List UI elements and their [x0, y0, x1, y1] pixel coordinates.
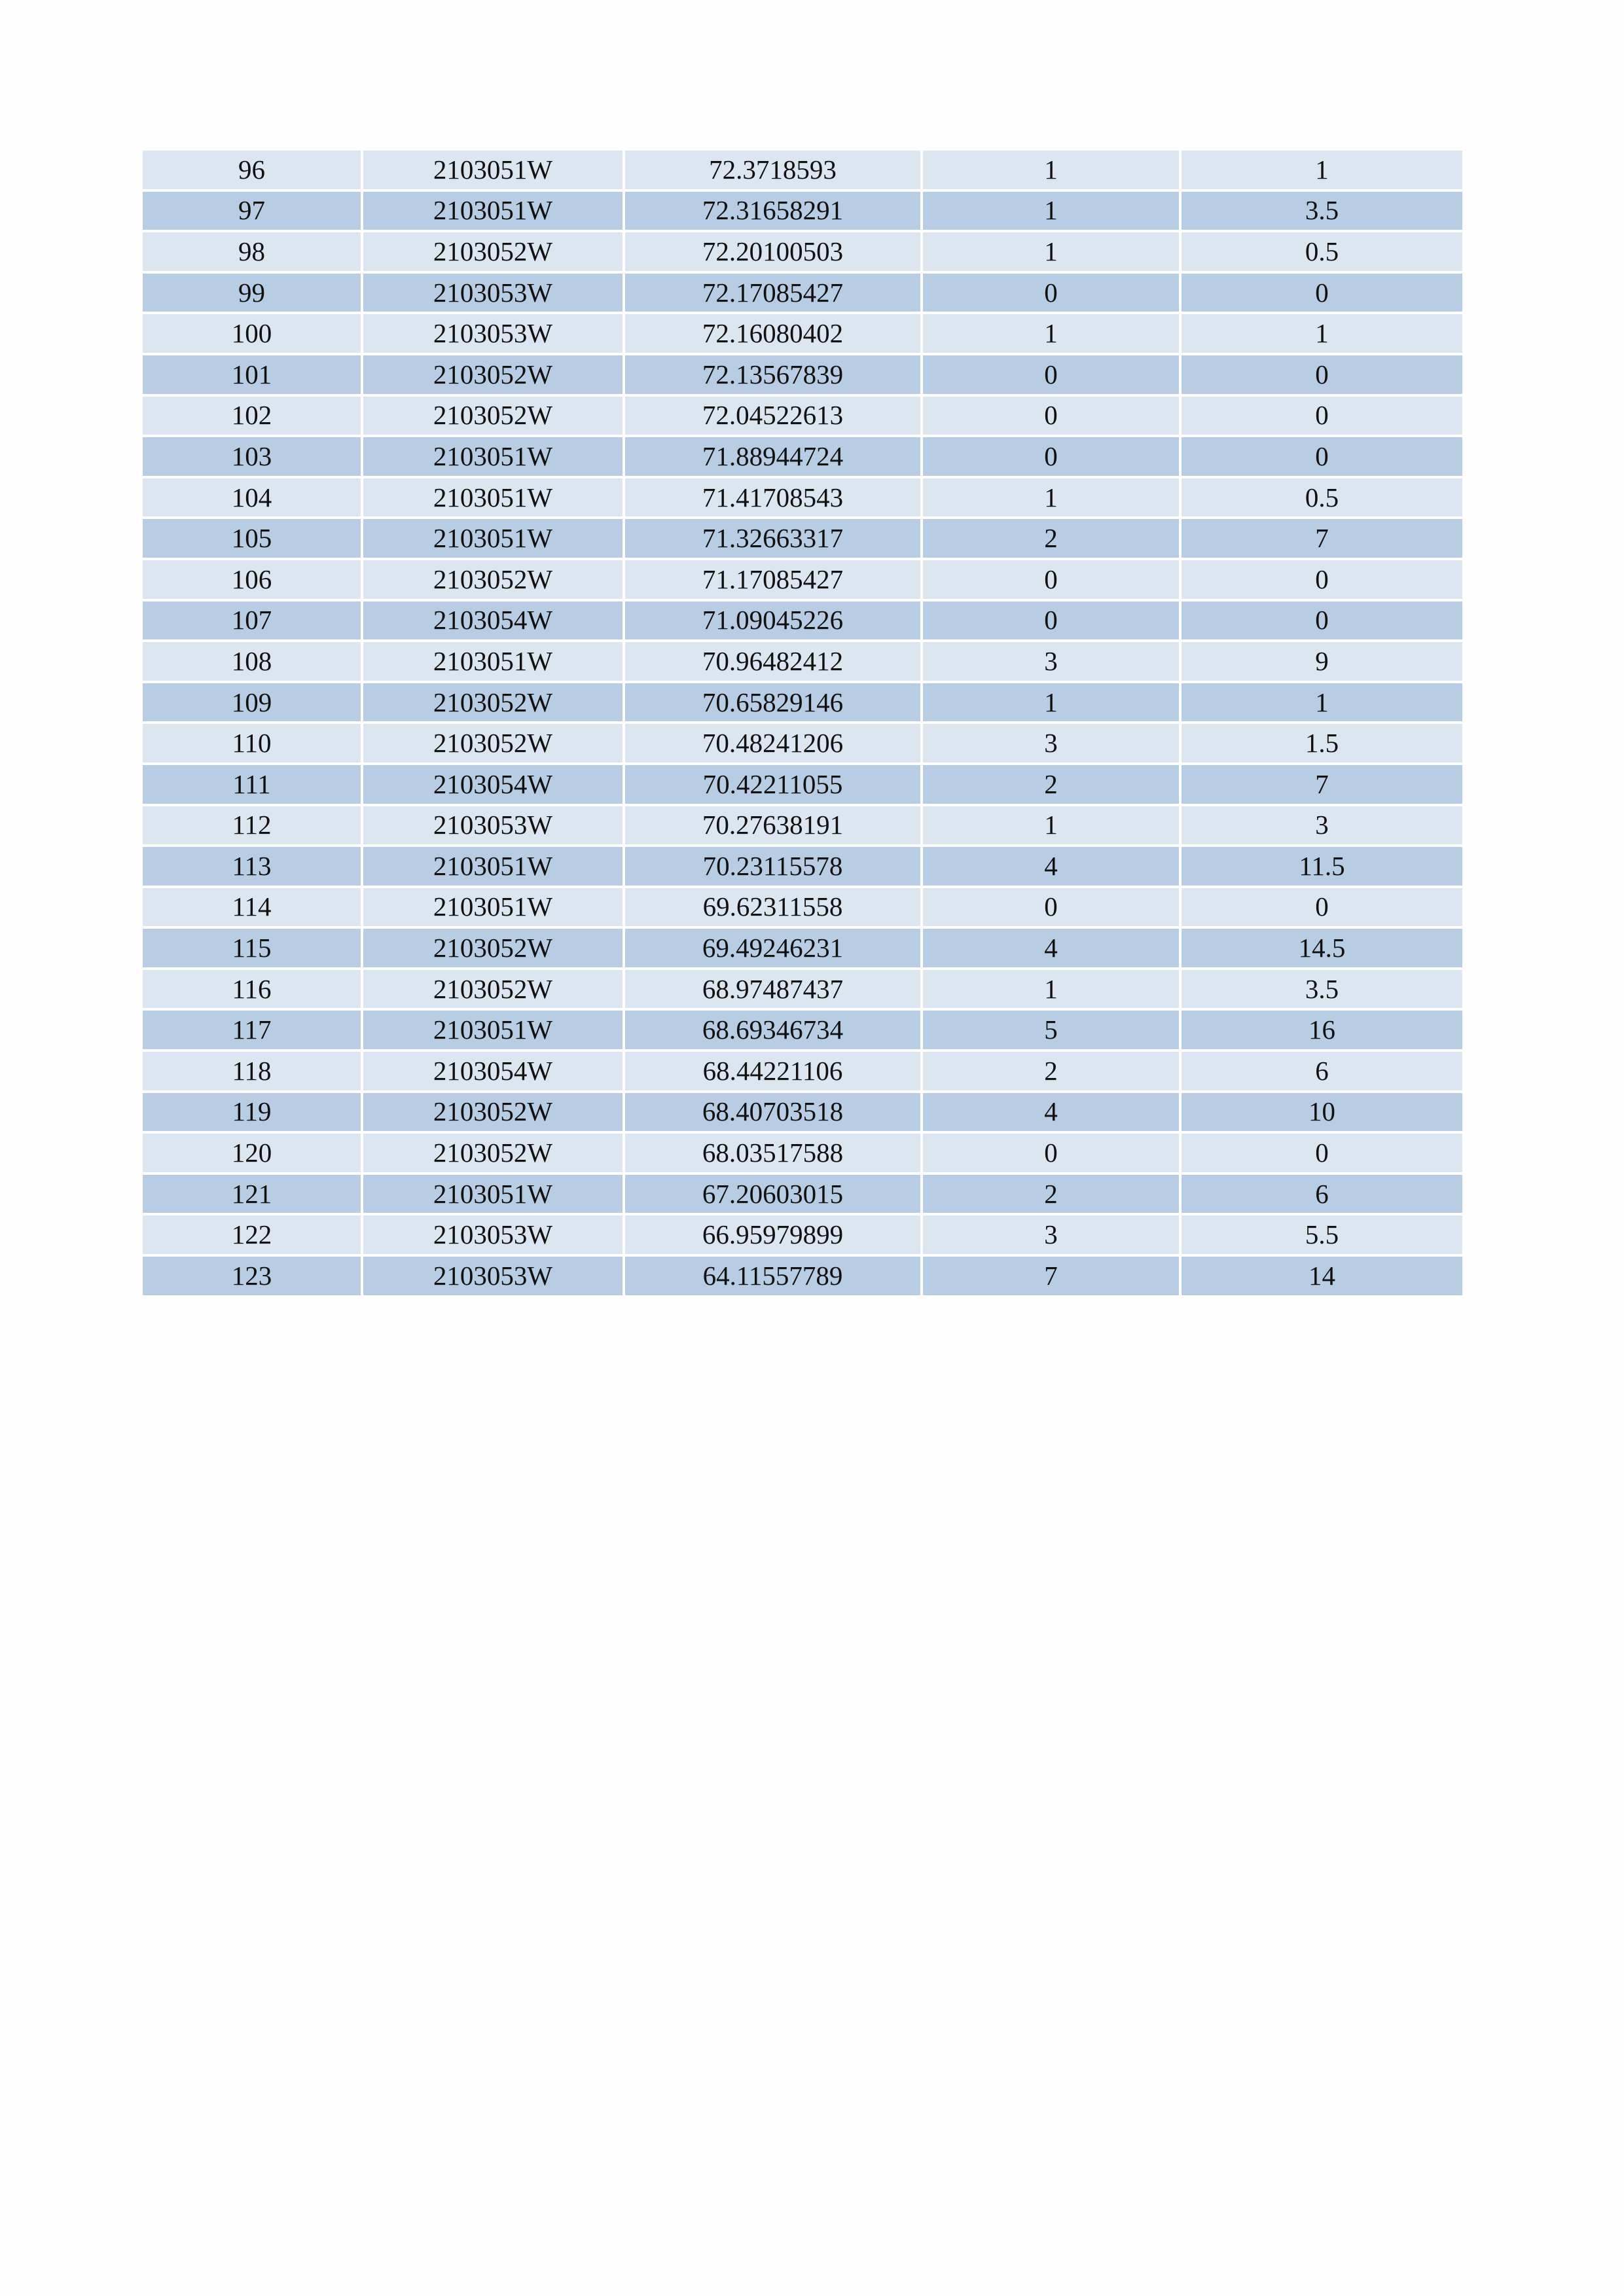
table-row	[141, 1255, 1464, 1297]
value-cell: 3.5	[1180, 969, 1464, 1010]
table-body	[141, 149, 1464, 1297]
table-row	[141, 477, 1464, 518]
count-cell: 1	[922, 805, 1180, 846]
table-row	[141, 969, 1464, 1010]
count-cell: 0	[922, 1132, 1180, 1174]
code-cell: 2103051W	[362, 641, 624, 682]
table-row	[141, 518, 1464, 559]
code-cell: 2103052W	[362, 1132, 624, 1174]
count-cell: 5	[922, 1009, 1180, 1050]
code-cell: 2103051W	[362, 1174, 624, 1215]
row-number-cell: 97	[141, 190, 362, 232]
value-cell: 0	[1180, 559, 1464, 600]
row-number-cell: 105	[141, 518, 362, 559]
score-cell: 70.27638191	[624, 805, 922, 846]
score-cell: 64.11557789	[624, 1255, 922, 1297]
table-row	[141, 354, 1464, 395]
count-cell: 0	[922, 600, 1180, 641]
row-number-cell: 112	[141, 805, 362, 846]
count-cell: 2	[922, 518, 1180, 559]
count-cell: 3	[922, 1214, 1180, 1255]
table-row	[141, 272, 1464, 314]
count-cell: 1	[922, 231, 1180, 272]
row-number-cell: 102	[141, 395, 362, 437]
count-cell: 4	[922, 1092, 1180, 1133]
count-cell: 0	[922, 887, 1180, 928]
table-row	[141, 1092, 1464, 1133]
code-cell: 2103052W	[362, 927, 624, 969]
row-number-cell: 117	[141, 1009, 362, 1050]
code-cell: 2103052W	[362, 395, 624, 437]
table-row	[141, 313, 1464, 354]
table-row	[141, 395, 1464, 437]
code-cell: 2103051W	[362, 887, 624, 928]
value-cell: 1	[1180, 682, 1464, 723]
value-cell: 0	[1180, 272, 1464, 314]
table-row	[141, 559, 1464, 600]
code-cell: 2103054W	[362, 764, 624, 805]
row-number-cell: 109	[141, 682, 362, 723]
table-row	[141, 149, 1464, 190]
row-number-cell: 107	[141, 600, 362, 641]
count-cell: 1	[922, 969, 1180, 1010]
value-cell: 3	[1180, 805, 1464, 846]
score-cell: 68.69346734	[624, 1009, 922, 1050]
score-cell: 70.42211055	[624, 764, 922, 805]
value-cell: 0.5	[1180, 477, 1464, 518]
value-cell: 0	[1180, 395, 1464, 437]
table-row	[141, 1050, 1464, 1092]
value-cell: 1.5	[1180, 723, 1464, 764]
score-cell: 68.97487437	[624, 969, 922, 1010]
count-cell: 1	[922, 190, 1180, 232]
code-cell: 2103053W	[362, 805, 624, 846]
value-cell: 6	[1180, 1174, 1464, 1215]
value-cell: 14	[1180, 1255, 1464, 1297]
row-number-cell: 114	[141, 887, 362, 928]
score-cell: 71.17085427	[624, 559, 922, 600]
value-cell: 10	[1180, 1092, 1464, 1133]
score-cell: 70.48241206	[624, 723, 922, 764]
score-cell: 71.32663317	[624, 518, 922, 559]
count-cell: 0	[922, 395, 1180, 437]
table-row	[141, 231, 1464, 272]
row-number-cell: 99	[141, 272, 362, 314]
score-cell: 71.41708543	[624, 477, 922, 518]
table-row	[141, 887, 1464, 928]
code-cell: 2103053W	[362, 313, 624, 354]
code-cell: 2103053W	[362, 1214, 624, 1255]
row-number-cell: 96	[141, 149, 362, 190]
score-cell: 71.88944724	[624, 436, 922, 477]
table-row	[141, 436, 1464, 477]
score-cell: 69.49246231	[624, 927, 922, 969]
code-cell: 2103051W	[362, 436, 624, 477]
count-cell: 0	[922, 559, 1180, 600]
value-cell: 1	[1180, 313, 1464, 354]
count-cell: 0	[922, 272, 1180, 314]
value-cell: 0	[1180, 354, 1464, 395]
code-cell: 2103053W	[362, 272, 624, 314]
code-cell: 2103052W	[362, 682, 624, 723]
count-cell: 3	[922, 723, 1180, 764]
code-cell: 2103052W	[362, 1092, 624, 1133]
value-cell: 5.5	[1180, 1214, 1464, 1255]
table-row	[141, 1214, 1464, 1255]
value-cell: 0	[1180, 887, 1464, 928]
code-cell: 2103052W	[362, 354, 624, 395]
value-cell: 7	[1180, 518, 1464, 559]
row-number-cell: 116	[141, 969, 362, 1010]
count-cell: 4	[922, 846, 1180, 887]
row-number-cell: 121	[141, 1174, 362, 1215]
table-row	[141, 682, 1464, 723]
score-cell: 72.31658291	[624, 190, 922, 232]
value-cell: 11.5	[1180, 846, 1464, 887]
code-cell: 2103051W	[362, 846, 624, 887]
score-cell: 72.20100503	[624, 231, 922, 272]
code-cell: 2103053W	[362, 1255, 624, 1297]
value-cell: 6	[1180, 1050, 1464, 1092]
row-number-cell: 122	[141, 1214, 362, 1255]
data-table	[140, 148, 1465, 1298]
row-number-cell: 104	[141, 477, 362, 518]
count-cell: 1	[922, 682, 1180, 723]
table-row	[141, 1132, 1464, 1174]
row-number-cell: 119	[141, 1092, 362, 1133]
code-cell: 2103051W	[362, 518, 624, 559]
value-cell: 9	[1180, 641, 1464, 682]
row-number-cell: 113	[141, 846, 362, 887]
table-row	[141, 1174, 1464, 1215]
score-cell: 68.40703518	[624, 1092, 922, 1133]
table-row	[141, 1009, 1464, 1050]
score-cell: 70.96482412	[624, 641, 922, 682]
score-cell: 69.62311558	[624, 887, 922, 928]
row-number-cell: 98	[141, 231, 362, 272]
code-cell: 2103052W	[362, 723, 624, 764]
table-row	[141, 764, 1464, 805]
code-cell: 2103052W	[362, 969, 624, 1010]
score-cell: 72.13567839	[624, 354, 922, 395]
code-cell: 2103051W	[362, 1009, 624, 1050]
value-cell: 14.5	[1180, 927, 1464, 969]
table-row	[141, 190, 1464, 232]
code-cell: 2103051W	[362, 149, 624, 190]
score-cell: 72.04522613	[624, 395, 922, 437]
count-cell: 0	[922, 354, 1180, 395]
count-cell: 0	[922, 436, 1180, 477]
score-cell: 70.65829146	[624, 682, 922, 723]
row-number-cell: 103	[141, 436, 362, 477]
code-cell: 2103054W	[362, 1050, 624, 1092]
score-cell: 72.17085427	[624, 272, 922, 314]
score-cell: 72.16080402	[624, 313, 922, 354]
count-cell: 7	[922, 1255, 1180, 1297]
score-cell: 68.03517588	[624, 1132, 922, 1174]
count-cell: 1	[922, 313, 1180, 354]
score-cell: 67.20603015	[624, 1174, 922, 1215]
row-number-cell: 123	[141, 1255, 362, 1297]
code-cell: 2103051W	[362, 190, 624, 232]
code-cell: 2103052W	[362, 559, 624, 600]
row-number-cell: 100	[141, 313, 362, 354]
score-cell: 70.23115578	[624, 846, 922, 887]
count-cell: 4	[922, 927, 1180, 969]
value-cell: 0.5	[1180, 231, 1464, 272]
count-cell: 3	[922, 641, 1180, 682]
row-number-cell: 110	[141, 723, 362, 764]
row-number-cell: 118	[141, 1050, 362, 1092]
value-cell: 7	[1180, 764, 1464, 805]
table-row	[141, 641, 1464, 682]
row-number-cell: 106	[141, 559, 362, 600]
code-cell: 2103054W	[362, 600, 624, 641]
row-number-cell: 101	[141, 354, 362, 395]
table-row	[141, 846, 1464, 887]
value-cell: 0	[1180, 1132, 1464, 1174]
score-cell: 68.44221106	[624, 1050, 922, 1092]
row-number-cell: 111	[141, 764, 362, 805]
count-cell: 1	[922, 149, 1180, 190]
count-cell: 2	[922, 1050, 1180, 1092]
row-number-cell: 108	[141, 641, 362, 682]
count-cell: 1	[922, 477, 1180, 518]
count-cell: 2	[922, 1174, 1180, 1215]
code-cell: 2103051W	[362, 477, 624, 518]
row-number-cell: 120	[141, 1132, 362, 1174]
row-number-cell: 115	[141, 927, 362, 969]
score-cell: 66.95979899	[624, 1214, 922, 1255]
table-row	[141, 927, 1464, 969]
value-cell: 0	[1180, 436, 1464, 477]
value-cell: 3.5	[1180, 190, 1464, 232]
value-cell: 16	[1180, 1009, 1464, 1050]
table-row	[141, 805, 1464, 846]
value-cell: 1	[1180, 149, 1464, 190]
score-cell: 72.3718593	[624, 149, 922, 190]
table-row	[141, 600, 1464, 641]
value-cell: 0	[1180, 600, 1464, 641]
count-cell: 2	[922, 764, 1180, 805]
code-cell: 2103052W	[362, 231, 624, 272]
table-row	[141, 723, 1464, 764]
score-cell: 71.09045226	[624, 600, 922, 641]
